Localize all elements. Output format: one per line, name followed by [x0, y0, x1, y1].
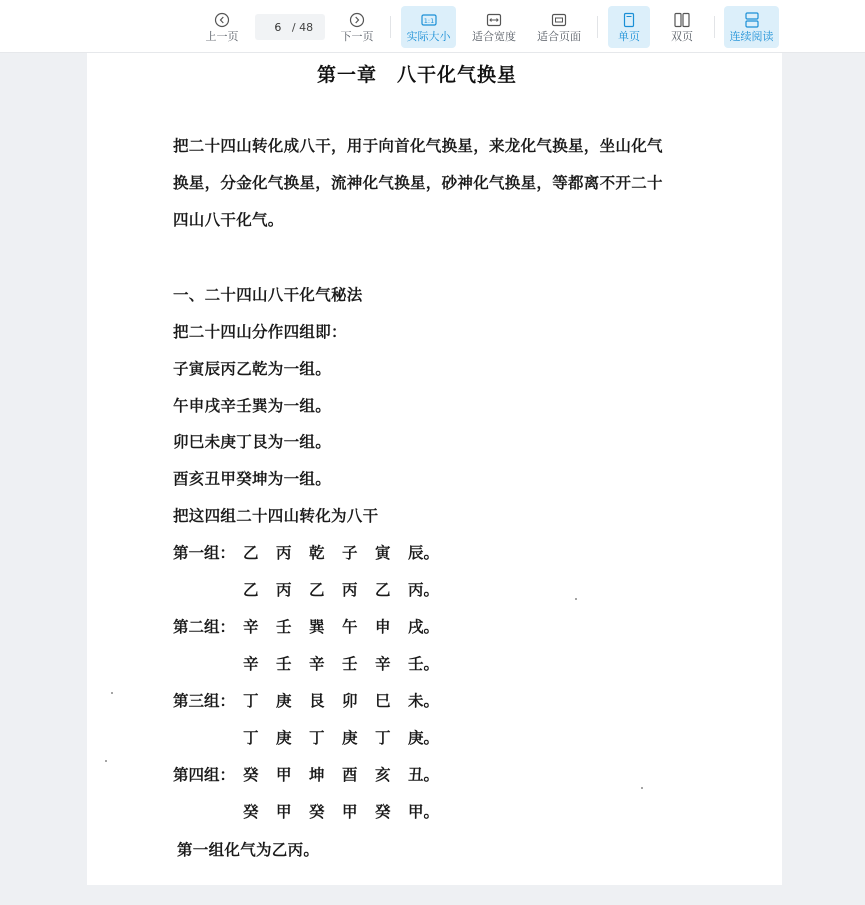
group-label: 第四组： [173, 765, 236, 784]
one-to-one-icon [420, 12, 438, 28]
stem-char: 甲。 [408, 802, 440, 821]
group-stems-row [243, 652, 441, 674]
stem-char: 壬 [342, 654, 358, 673]
stem-char: 壬。 [408, 654, 440, 673]
stem-char: 丁 [375, 728, 391, 747]
stem-char: 丁 [243, 728, 259, 747]
continuous-reading-button[interactable] [724, 6, 779, 48]
mountain-char: 辛 [243, 617, 259, 636]
stem-char: 壬 [276, 654, 292, 673]
mountain-char: 巽 [309, 617, 325, 636]
stem-char: 癸 [309, 802, 325, 821]
group-stems-row [243, 578, 441, 600]
mountain-char: 巳 [375, 691, 391, 710]
mountain-char: 丁 [243, 691, 259, 710]
mountain-char: 庚 [276, 691, 292, 710]
document-page [87, 52, 782, 885]
mountain-char: 乾 [309, 543, 325, 562]
mountain-char: 丙 [276, 543, 292, 562]
fit-page-icon [550, 12, 568, 28]
stem-char: 甲 [342, 802, 358, 821]
actual-size-label: 实际大小 [406, 30, 451, 43]
group-label: 第二组： [173, 617, 236, 636]
group-mountains-row [243, 541, 441, 563]
scan-speck [575, 598, 577, 600]
text-line: 酉亥丑甲癸坤为一组。 [173, 469, 332, 488]
stem-char: 乙 [375, 580, 391, 599]
total-pages: / 48 [291, 20, 314, 34]
stem-char: 丁 [309, 728, 325, 747]
current-page-input[interactable] [267, 21, 289, 34]
mountain-char: 申 [375, 617, 391, 636]
closing-line: 第一组化气为乙丙。 [177, 840, 320, 859]
next-page-label: 下一页 [340, 30, 374, 43]
mountain-char: 未。 [408, 691, 440, 710]
single-page-button[interactable] [608, 6, 650, 48]
stem-char: 丙 [276, 580, 292, 599]
text-line: 卯巳未庚丁艮为一组。 [173, 432, 332, 451]
single-page-label: 单页 [618, 30, 640, 43]
section-heading: 一、二十四山八干化气秘法 [173, 285, 363, 304]
mountain-char: 午 [342, 617, 358, 636]
double-page-label: 双页 [671, 30, 693, 43]
chevron-left-circle-icon [213, 12, 231, 28]
double-page-button[interactable] [661, 6, 703, 48]
fit-page-button[interactable] [533, 6, 585, 48]
toolbar [0, 0, 865, 53]
fit-width-button[interactable] [468, 6, 520, 48]
single-page-icon [620, 12, 638, 28]
group-stems-row [243, 726, 441, 748]
group-mountains-row [243, 615, 441, 637]
chevron-right-circle-icon [348, 12, 366, 28]
viewer-bottom-area [0, 885, 865, 905]
stem-char: 庚。 [408, 728, 440, 747]
group-mountains-row [243, 689, 441, 711]
stem-char: 辛 [375, 654, 391, 673]
scan-speck [641, 787, 643, 789]
group-label: 第一组： [173, 543, 236, 562]
stem-char: 癸 [375, 802, 391, 821]
toolbar-divider [390, 16, 391, 38]
fit-width-icon [485, 12, 503, 28]
mountain-char: 亥 [375, 765, 391, 784]
mountain-char: 戌。 [408, 617, 440, 636]
mountain-char: 酉 [342, 765, 358, 784]
text-line: 把这四组二十四山转化为八干 [173, 506, 379, 525]
group-stems-row [243, 800, 441, 822]
stem-char: 庚 [276, 728, 292, 747]
text-line: 午申戌辛壬巽为一组。 [173, 396, 332, 415]
fit-width-label: 适合宽度 [472, 30, 516, 43]
scan-speck [111, 692, 113, 694]
stem-char: 辛 [243, 654, 259, 673]
svg-text:1:1: 1:1 [423, 17, 434, 25]
stem-char: 乙 [309, 580, 325, 599]
continuous-reading-label: 连续阅读 [729, 30, 774, 43]
stem-char: 丙 [342, 580, 358, 599]
stem-char: 甲 [276, 802, 292, 821]
stem-char: 癸 [243, 802, 259, 821]
group-mountains-row [243, 763, 441, 785]
next-page-button[interactable] [338, 6, 376, 48]
mountain-char: 乙 [243, 543, 259, 562]
chapter-title: 第一章 八干化气换星 [316, 64, 517, 86]
mountain-char: 卯 [342, 691, 358, 710]
page-indicator [255, 14, 325, 40]
mountain-char: 辰。 [408, 543, 440, 562]
mountain-char: 癸 [243, 765, 259, 784]
mountain-char: 壬 [276, 617, 292, 636]
mountain-char: 寅 [375, 543, 391, 562]
mountain-char: 艮 [309, 691, 325, 710]
stem-char: 辛 [309, 654, 325, 673]
double-page-icon [673, 12, 691, 28]
mountain-char: 子 [342, 543, 358, 562]
text-line: 子寅辰丙乙乾为一组。 [173, 359, 332, 378]
stem-char: 丙。 [408, 580, 440, 599]
mountain-char: 丑。 [408, 765, 440, 784]
scan-speck [105, 760, 107, 762]
toolbar-divider [714, 16, 715, 38]
stem-char: 庚 [342, 728, 358, 747]
fit-page-label: 适合页面 [537, 30, 581, 43]
prev-page-button[interactable] [203, 6, 241, 48]
group-label: 第三组： [173, 691, 236, 710]
prev-page-label: 上一页 [205, 30, 239, 43]
intro-paragraph: 把二十四山转化成八干，用于向首化气换星，来龙化气换星，坐山化气换星，分金化气换星，流神化气换星，砂神化气换星，等都离不开二十四山八干化气。 [173, 136, 663, 229]
mountain-char: 甲 [276, 765, 292, 784]
text-line: 把二十四山分作四组即： [173, 322, 347, 341]
continuous-scroll-icon [743, 12, 761, 28]
toolbar-divider [597, 16, 598, 38]
mountain-char: 坤 [309, 765, 325, 784]
actual-size-button[interactable] [401, 6, 456, 48]
stem-char: 乙 [243, 580, 259, 599]
